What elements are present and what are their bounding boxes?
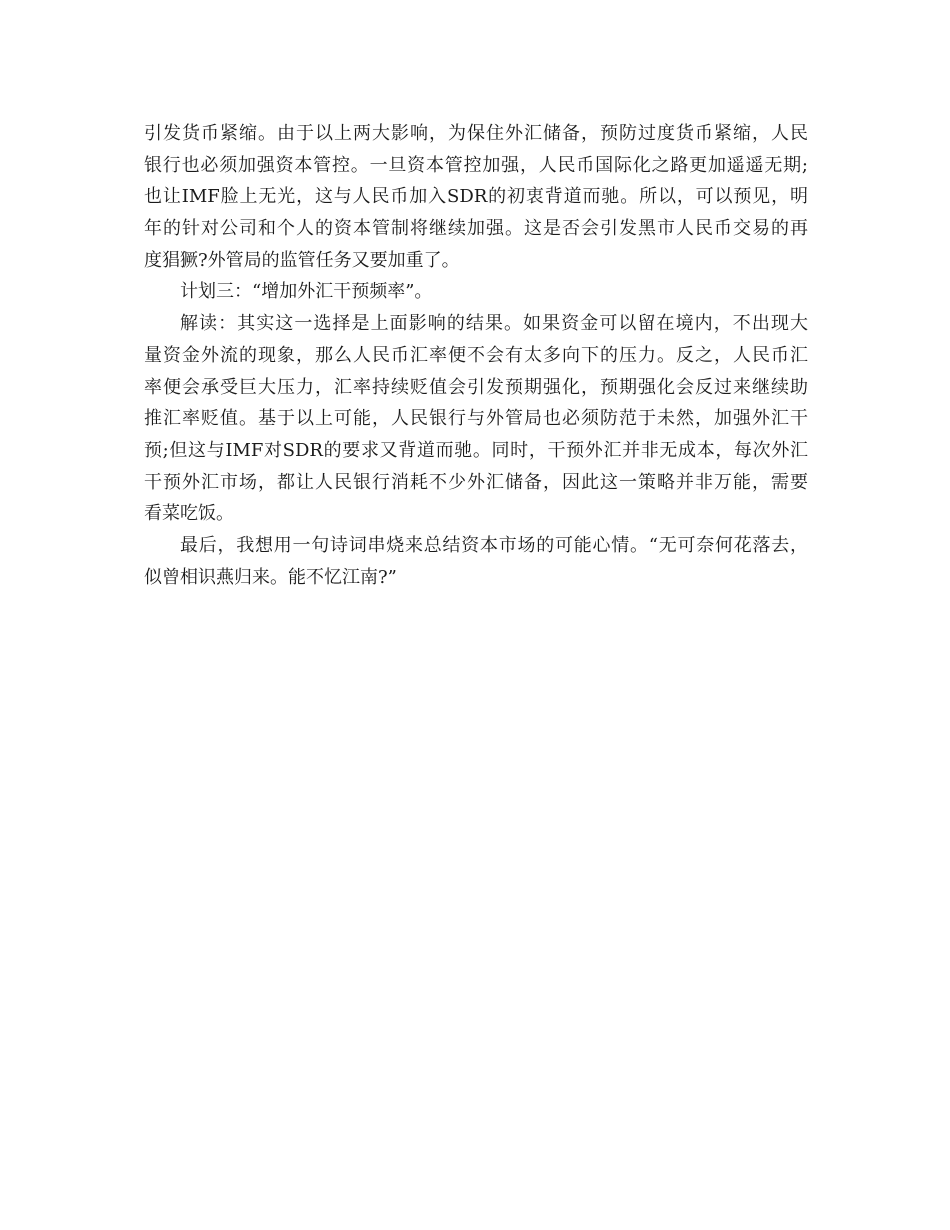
text-line: 似曾相识燕归来。能不忆江南?”: [144, 566, 397, 588]
text-line: 银行也必须加强资本管控。一旦资本管控加强，人民币国际化之路更加遥遥无期;: [144, 154, 808, 176]
paragraph-continuation: [144, 118, 808, 276]
text-line: 预;但这与IMF对SDR的要求又背道而驰。同时，干预外汇并非无成本，每次外汇: [144, 439, 808, 461]
text-line: 最后，我想用一句诗词串烧来总结资本市场的可能心情。“无可奈何花落去，: [180, 534, 808, 556]
text-line: 看菜吃饭。: [144, 503, 234, 525]
text-line: 计划三：“增加外汇干预频率”。: [180, 281, 433, 303]
text-line: 推汇率贬值。基于以上可能，人民银行与外管局也必须防范于未然，加强外汇干: [144, 408, 808, 430]
text-line: 也让IMF脸上无光，这与人民币加入SDR的初衷背道而驰。所以，可以预见，明: [144, 186, 808, 208]
paragraph-plan-three: [144, 276, 808, 308]
paragraph-interpretation: [144, 308, 808, 530]
text-line: 引发货币紧缩。由于以上两大影响，为保住外汇储备，预防过度货币紧缩，人民: [144, 123, 808, 144]
text-line: 率便会承受巨大压力，汇率持续贬值会引发预期强化，预期强化会反过来继续助: [144, 376, 808, 398]
document-body: [144, 118, 808, 593]
text-line: 干预外汇市场，都让人民银行消耗不少外汇储备，因此这一策略并非万能，需要: [144, 471, 808, 493]
text-line: 量资金外流的现象，那么人民币汇率便不会有太多向下的压力。反之，人民币汇: [144, 344, 808, 366]
text-line: 解读：其实这一选择是上面影响的结果。如果资金可以留在境内，不出现大: [180, 313, 808, 335]
paragraph-conclusion: [144, 530, 808, 593]
text-line: 年的针对公司和个人的资本管制将继续加强。这是否会引发黑市人民币交易的再: [144, 218, 808, 240]
text-line: 度猖獗?外管局的监管任务又要加重了。: [144, 249, 460, 271]
